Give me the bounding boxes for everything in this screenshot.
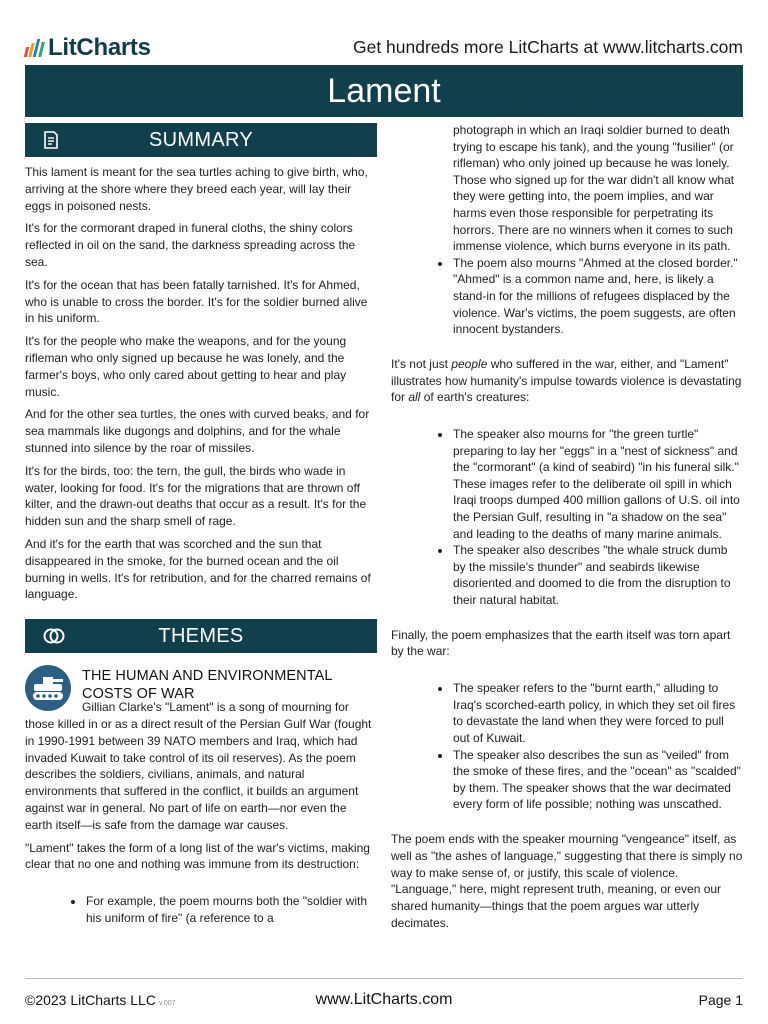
theme-heading-block <box>25 665 377 711</box>
theme-paragraph: Finally, the poem emphasizes that the earth itself was torn apart by the war: <box>391 627 731 659</box>
summary-paragraph: And for the other sea turtles, the ones with curved beaks, and for sea mammals like dugongs and dolphins, and for the whale stunned into silence by the roar of missiles. <box>25 407 370 455</box>
footer-divider <box>25 978 743 979</box>
themes-heading: THEMES <box>158 625 244 648</box>
footer-site-link[interactable]: www.LitCharts.com <box>315 991 453 1008</box>
bullet-item: The speaker also describes "the whale struck dumb by the missile's thunder" and seabirds likewise disoriented and doomed to die from the disruption to their natural habitat. <box>453 542 743 608</box>
left-column <box>25 123 377 926</box>
copyright-text: ©2023 LitCharts LLC <box>25 992 156 1008</box>
emphasis: people <box>451 356 488 371</box>
right-column <box>391 122 743 938</box>
bullet-item: For example, the poem mourns both the "soldier with his uniform of fire" (a reference to a <box>86 893 377 926</box>
theme-title: THE HUMAN AND ENVIRONMENTAL COSTS OF WAR <box>82 668 333 703</box>
footer <box>25 990 743 1012</box>
bullet-list <box>391 122 743 338</box>
bullet-list <box>25 893 377 926</box>
version-label: v.007 <box>158 1000 176 1007</box>
litcharts-logo[interactable] <box>25 34 151 62</box>
bullet-item: The poem also mourns "Ahmed at the closed border." "Ahmed" is a common name and, here, is likely a stand-in for the millions of refugees displaced by the violence. War's victims, the poem suggests, are often innocent bystanders. <box>453 255 743 338</box>
text-run: It's not just <box>391 356 452 371</box>
themes-header <box>25 619 377 653</box>
bullet-item: The speaker also mourns for "the green turtle" preparing to lay her "eggs" in a "nest of sickness" and the "cormorant" (a kind of seabird) "in his funeral silk." These images refer to the deliberate oil spill in which Iraqi troops dumped 400 million gallons of U.S. oil into the Persian Gulf, resulting in "a shadow on the sea" and leading to the deaths of many marine animals. <box>453 426 743 542</box>
bullet-list <box>391 680 743 813</box>
summary-paragraph: It's for the birds, too: the tern, the gull, the birds who wade in water, looking for food. It's for the migrations that are thrown off kilter, and the drawn-out deaths that occur as a result. It's for the hidden sun and the sharp smell of rage. <box>25 463 367 529</box>
bullet-continuation-text: photograph in which an Iraqi soldier burned to death trying to escape his tank), and the young "fusilier" (or rifleman) who only joined up because he was lonely. Those who signed up for the war didn't all know what they were getting into, the poem implies, and war harms even those responsible for perpetrating its horrors. There are no winners when it comes to such immense violence, which burns everyone in its path. <box>453 123 735 254</box>
summary-heading: SUMMARY <box>149 129 253 151</box>
page-number: Page 1 <box>698 992 743 1008</box>
summary-paragraph: This lament is meant for the sea turtles aching to give birth, who, arriving at the shore where they breed each year, will lay their eggs in poisoned nests. <box>25 165 368 213</box>
theme-intro: Gillian Clarke's "Lament" is a song of mourning for those killed in or as a direct result of the Persian Gulf War (fought in 1990-1991 between 39 NATO members and Iraq, which had invaded Kuwait to take control of its oil reserves). As the poem describes the soldiers, civilians, animals, and natural environments that suffered in the conflict, it builds an argument against war in general. No part of life on earth—nor even the earth itself—is safe from the damage war causes. <box>25 700 372 832</box>
bullet-continuation <box>453 122 743 255</box>
theme-paragraph: "Lament" takes the form of a long list of the war's victims, making clear that no one and nothing was immune from its destruction: <box>25 840 370 872</box>
logo-text: LitCharts <box>48 34 151 61</box>
summary-paragraph: It's for the people who make the weapons, and for the young rifleman who only signed up because he was lonely, and the farmer's boys, who only cared about getting to hear and play music. <box>25 334 347 399</box>
summary-paragraph: It's for the ocean that has been fatally tarnished. It's for Ahmed, who is unable to cross the border. It's for the soldier burned alive in his uniform. <box>25 277 368 326</box>
tank-icon <box>25 665 71 711</box>
summary-body <box>25 164 377 603</box>
title-banner <box>25 65 743 117</box>
logo-bars-icon <box>25 39 43 57</box>
page-title: Lament <box>327 72 441 110</box>
text-run: who suffered in the war, either, and "Lament" illustrates how humanity's impulse towards violence is devastating for <box>391 356 742 405</box>
bullet-list <box>391 426 743 609</box>
text-run: of earth's creatures: <box>420 390 530 405</box>
top-bar <box>25 32 743 62</box>
theme-paragraph <box>391 356 743 406</box>
theme-paragraph: The poem ends with the speaker mourning "vengeance" itself, as well as "the ashes of language," suggesting that there is simply no way to make sense of, or justify, this scale of violence. "Language," here, might represent truth, meaning, or even our shared humanity—things that the poem argues war utterly decimates. <box>391 831 743 930</box>
summary-paragraph: It's for the cormorant draped in funeral cloths, the shiny colors reflected in oil on the sand, the darkness spreading across the sea. <box>25 221 356 269</box>
emphasis: all <box>408 390 421 405</box>
summary-header <box>25 123 377 157</box>
summary-paragraph: And it's for the earth that was scorched and the sun that disappeared in the smoke, for the burned ocean and the oil burning in wells. It's for retribution, and for the charred remains of language. <box>25 536 371 602</box>
bullet-item: The speaker refers to the "burnt earth," alluding to Iraq's scorched-earth policy, in which they set oil fires to devastate the land when they were forced to pull out of Kuwait. <box>453 680 743 746</box>
bullet-item: The speaker also describes the sun as "veiled" from the smoke of these fires, and the "ocean" as "scalded" by them. The speaker shows that the war decimated every form of life possible; nothing was unscathed. <box>453 747 743 813</box>
header-tagline[interactable]: Get hundreds more LitCharts at www.litcharts.com <box>352 37 743 57</box>
